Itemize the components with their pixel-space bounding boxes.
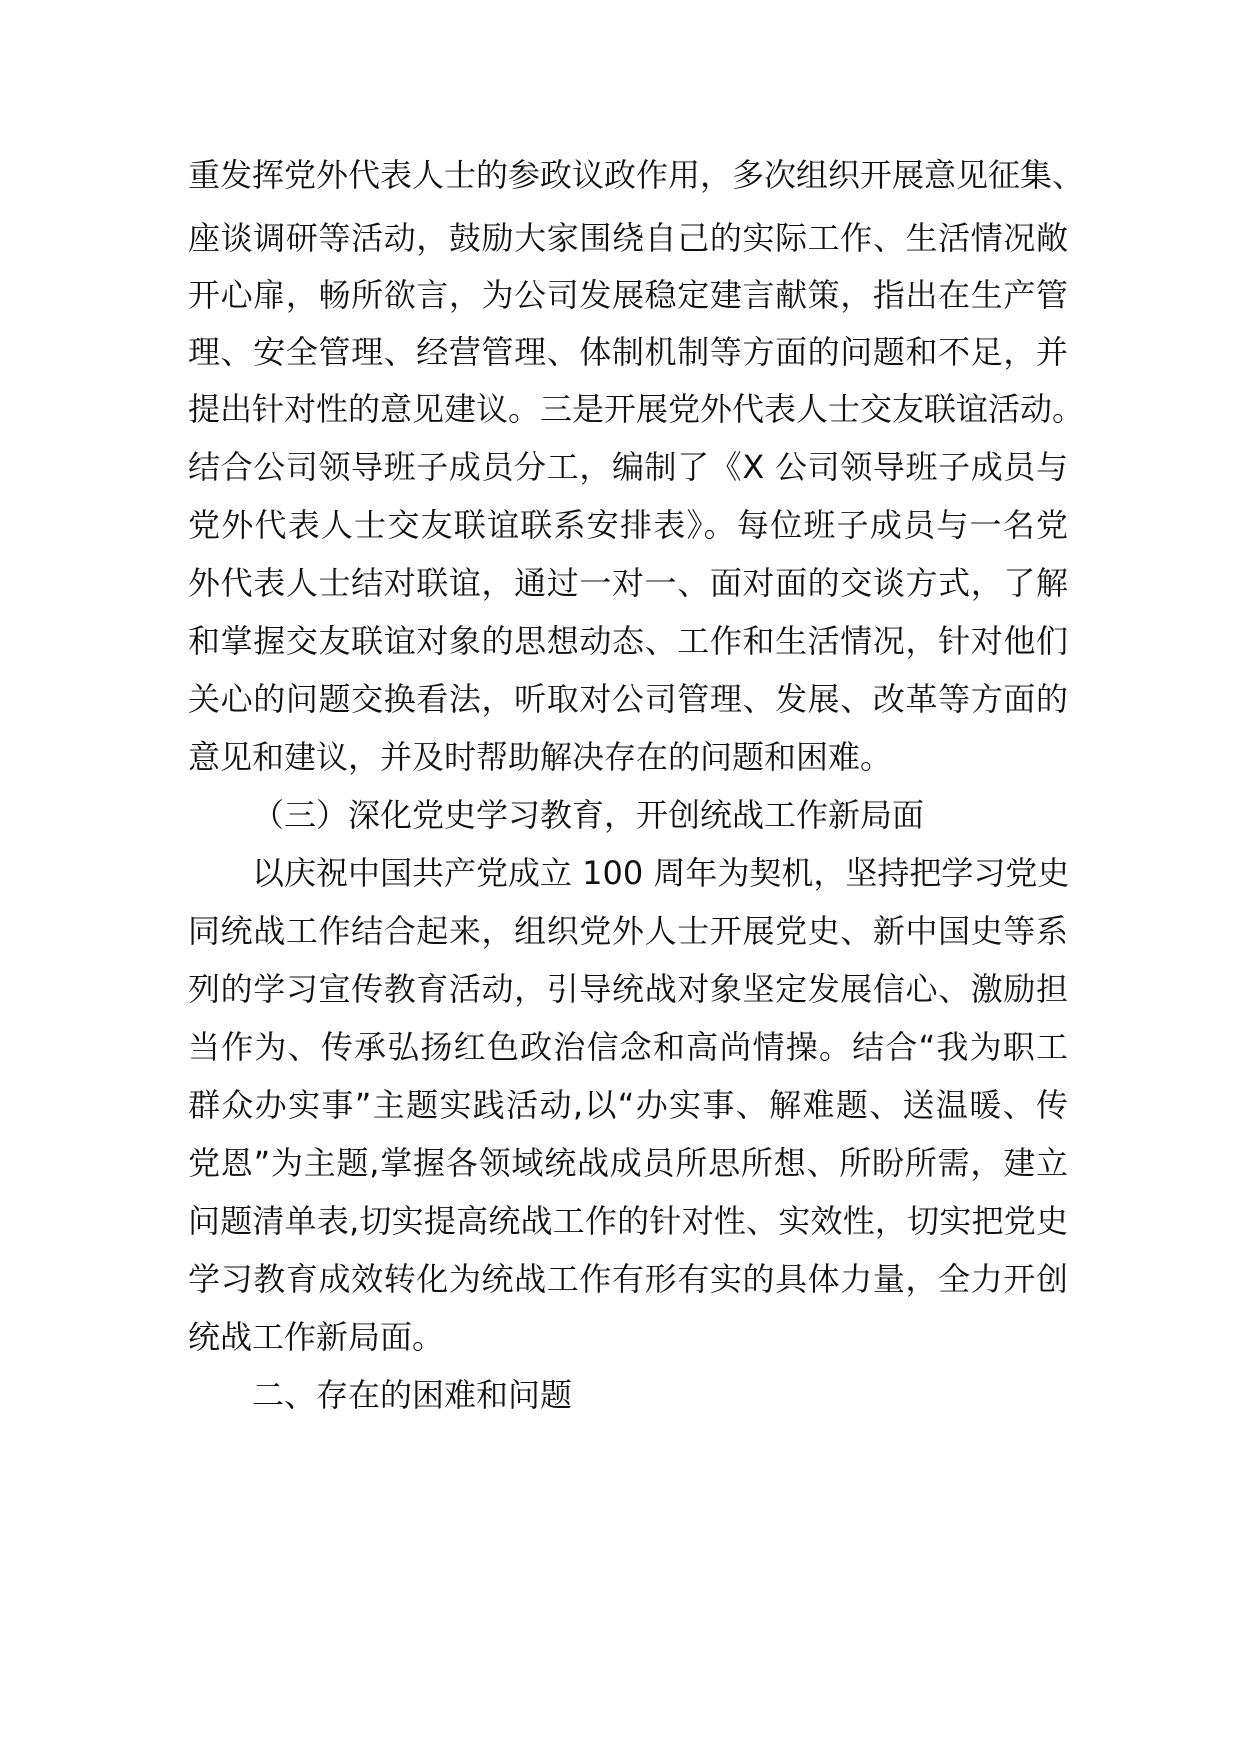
paragraph-line: 和掌握交友联谊对象的思想动态、工作和生活情况，针对他们: [188, 622, 1068, 660]
paragraph-line: 学习教育成效转化为统战工作有形有实的具体力量，全力开创: [188, 1260, 1068, 1298]
paragraph-line: 座谈调研等活动，鼓励大家围绕自己的实际工作、生活情况敞: [188, 219, 1068, 257]
section-heading: 二、存在的困难和问题: [252, 1376, 573, 1414]
paragraph-line: 外代表人士结对联谊，通过一对一、面对面的交谈方式，了解: [188, 564, 1068, 602]
paragraph-line: 结合公司领导班子成员分工，编制了《X 公司领导班子成员与: [188, 448, 1068, 486]
paragraph-line: 统战工作新局面。: [188, 1318, 445, 1356]
paragraph-line: 提出针对性的意见建议。三是开展党外代表人士交友联谊活动。: [188, 390, 1085, 428]
paragraph-line: 重发挥党外代表人士的参政议政作用，多次组织开展意见征集、: [188, 156, 1085, 194]
paragraph-line: 理、安全管理、经营管理、体制机制等方面的问题和不足，并: [188, 333, 1068, 371]
paragraph-line: 问题清单表,切实提高统战工作的针对性、实效性，切实把党史: [188, 1202, 1068, 1240]
paragraph-line: 意见和建议，并及时帮助解决存在的问题和困难。: [188, 738, 893, 776]
paragraph-line: 党恩”为主题,掌握各领域统战成员所思所想、所盼所需，建立: [188, 1144, 1068, 1182]
paragraph-line: 列的学习宣传教育活动，引导统战对象坚定发展信心、激励担: [188, 970, 1068, 1008]
paragraph-line: 当作为、传承弘扬红色政治信念和高尚情操。结合“我为职工: [188, 1028, 1068, 1066]
paragraph-line: 党外代表人士交友联谊联系安排表》。每位班子成员与一名党: [188, 506, 1068, 544]
paragraph-line: 群众办实事”主题实践活动,以“办实事、解难题、送温暖、传: [188, 1086, 1068, 1124]
section-heading: （三）深化党史学习教育，开创统战工作新局面: [252, 796, 925, 834]
paragraph-line: 开心扉，畅所欲言，为公司发展稳定建言献策，指出在生产管: [188, 276, 1068, 314]
paragraph-line: 同统战工作结合起来，组织党外人士开展党史、新中国史等系: [188, 912, 1068, 950]
paragraph-line: 以庆祝中国共产党成立 100 周年为契机，坚持把学习党史: [252, 854, 1070, 892]
paragraph-line: 关心的问题交换看法，听取对公司管理、发展、改革等方面的: [188, 680, 1068, 718]
